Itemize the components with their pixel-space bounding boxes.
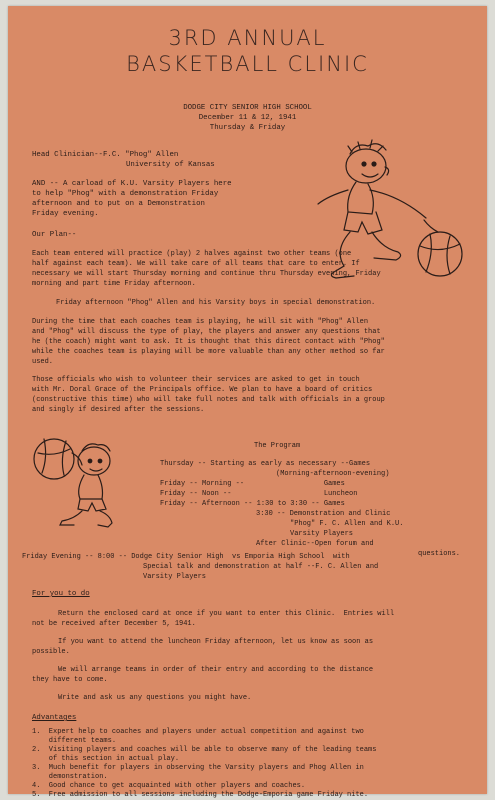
program-line: Friday -- Morning -- Games	[160, 480, 345, 488]
todo-heading: For you to do	[32, 590, 90, 598]
and-line: to help "Phog" with a demonstration Friday	[32, 190, 219, 198]
clinic-dates: December 11 & 12, 1941	[198, 114, 297, 122]
todo-paragraph-4: Write and ask us any questions you might have.	[58, 694, 252, 702]
head-clinician: Head Clinician--F.C. "Phog" Allen	[32, 151, 179, 159]
advantage-item: 4. Good chance to get acquainted with other players and coaches.	[32, 782, 306, 790]
advantage-item: demonstration.	[32, 773, 108, 781]
todo-line: If you want to attend the luncheon Friday afternoon, let us know as soon as	[58, 638, 374, 646]
plan-line: with Mr. Doral Grace of the Principals office. We plan to have a board of critics	[32, 386, 373, 394]
plan-line: he (the coach) might want to ask. It is thought that this direct contact with "Phog"	[32, 338, 385, 346]
program-line: Friday -- Noon -- Luncheon	[160, 490, 358, 498]
title-line-1: 3RD ANNUAL	[168, 26, 327, 50]
plan-line: while the coaches team is playing will be more valuable than any other method so far	[32, 348, 385, 356]
clinic-days: Thursday & Friday	[209, 124, 286, 132]
advantage-item: 5. Free admission to all sessions including the Dodge-Emporia game Friday nite.	[32, 791, 369, 799]
plan-line: Those officials who wish to volunteer their services are asked to get in touch	[32, 376, 360, 384]
advantages-heading: Advantages	[32, 714, 77, 722]
plan-line: and singly if desired after the sessions.	[32, 406, 205, 414]
todo-line: possible.	[32, 648, 70, 656]
clinician-university: University of Kansas	[126, 161, 215, 169]
advantage-item: 1. Expert help to coaches and players under actual competition and against two	[32, 728, 364, 736]
plan-paragraph-2: Friday afternoon "Phog" Allen and his Varsity boys in special demonstration.	[56, 299, 376, 307]
program-line: (Morning-afternoon-evening)	[276, 470, 390, 478]
todo-line: they have to come.	[32, 676, 108, 684]
program-line: Thursday -- Starting as early as necessary --Games	[160, 460, 371, 468]
plan-line: used.	[32, 358, 54, 366]
advantage-item: of this section in actual play.	[32, 755, 180, 763]
todo-line: not be received after December 5, 1941.	[32, 620, 196, 628]
school-name: DODGE CITY SENIOR HIGH SCHOOL	[183, 104, 312, 112]
program-line: Varsity Players	[290, 530, 354, 538]
program-line: 3:30 -- Demonstration and Clinic	[256, 510, 391, 518]
advantage-item: 3. Much benefit for players in observing the Varsity players and Phog Allen in	[32, 764, 364, 772]
plan-line: During the time that each coaches team is playing, he will sit with "Phog" Allen	[32, 318, 369, 326]
plan-line: Each team entered will practice (play) 2 halves against two other teams (one	[32, 250, 352, 258]
program-line: Friday -- Afternoon -- 1:30 to 3:30 -- Games	[160, 500, 345, 508]
program-heading: The Program	[254, 442, 301, 450]
advantage-item: 2. Visiting players and coaches will be able to observe many of the leading teams	[32, 746, 377, 754]
and-line: afternoon and to put on a Demonstration	[32, 200, 205, 208]
plan-line: half against each team). We will take care of all teams that care to enter. If	[32, 260, 360, 268]
todo-line: We will arrange teams in order of their entry and according to the distance	[58, 666, 374, 674]
plan-line: and "Phog" will discuss the type of play, the players and answer any questions that	[32, 328, 381, 336]
evening-line: Special talk and demonstration at half --F. C. Allen and	[143, 563, 379, 571]
plan-heading: Our Plan--	[32, 231, 77, 239]
basketball-player-holding-ball-cartoon	[28, 431, 138, 531]
document-page	[8, 6, 487, 799]
plan-line: necessary we will start Thursday morning and continue thru Thursday evening, Friday	[32, 270, 381, 278]
program-line: questions.	[418, 550, 461, 558]
advantage-item: different teams.	[32, 737, 117, 745]
and-line: AND -- A carload of K.U. Varsity Players here	[32, 180, 232, 188]
program-line: "Phog" F. C. Allen and K.U.	[290, 520, 404, 528]
plan-line: (constructive this time) who will take full notes and talk with officials in a group	[32, 396, 385, 404]
evening-line: Varsity Players	[143, 573, 207, 581]
and-line: Friday evening.	[32, 210, 99, 218]
todo-line: Return the enclosed card at once if you want to enter this Clinic. Entries will	[58, 610, 395, 618]
program-line: After Clinic--Open forum and	[256, 540, 374, 548]
evening-line: Friday Evening -- 8:00 -- Dodge City Senior High vs Emporia High School with	[22, 553, 350, 561]
title-line-2: BASKETBALL CLINIC	[126, 52, 369, 76]
plan-line: morning and part time Friday afternoon.	[32, 280, 196, 288]
